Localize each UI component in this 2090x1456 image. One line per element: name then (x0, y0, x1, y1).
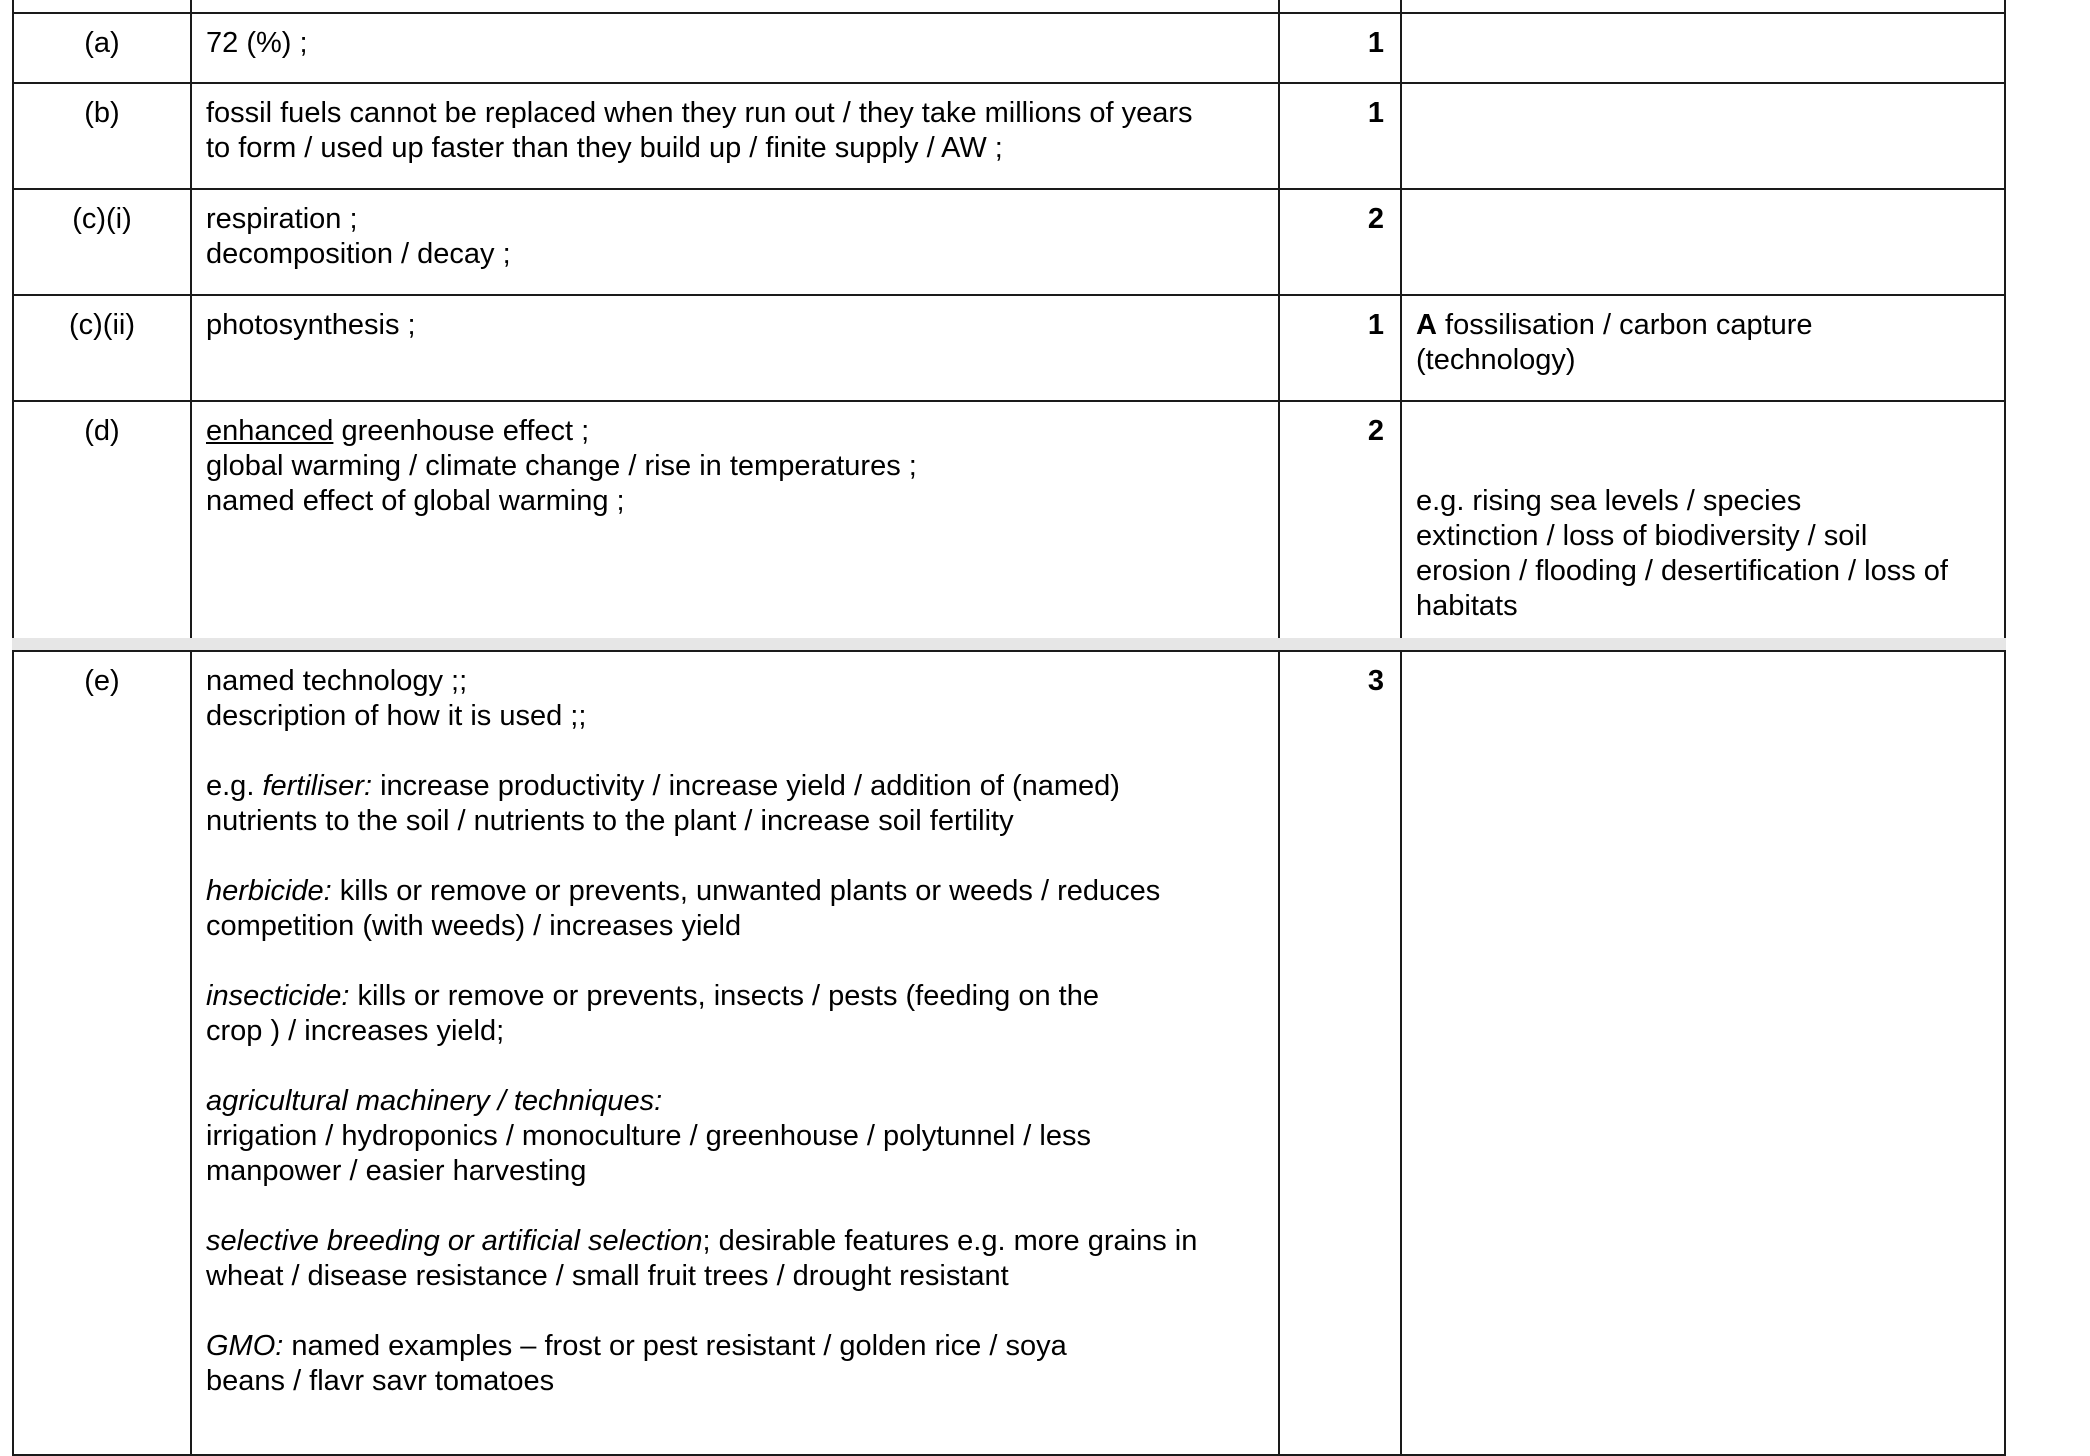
example-line (206, 1224, 1264, 1259)
answer-line: photosynthesis ; (206, 309, 416, 341)
guidance-line: (technology) (1416, 344, 1576, 376)
spacer (206, 944, 1264, 979)
table-top-edge-row (13, 0, 2005, 13)
spacer (206, 839, 1264, 874)
guidance-cell (1401, 401, 2005, 643)
example-line: beans / flavr savr tomatoes (206, 1365, 555, 1397)
page-break-gap (12, 638, 2006, 650)
table-row-c-ii (13, 295, 2005, 401)
guidance-line: habitats (1416, 590, 1518, 622)
example-line (206, 769, 1264, 804)
marks-cell: 1 (1279, 83, 1401, 189)
example-line: competition (with weeds) / increases yield (206, 910, 742, 942)
example-term: fertiliser: (262, 770, 373, 802)
guidance-cell (1401, 651, 2005, 1455)
answer-cell (191, 189, 1279, 295)
example-text: increase productivity / increase yield / addition of (named) (372, 770, 1120, 802)
answer-line: decomposition / decay ; (206, 238, 511, 270)
question-number: (a) (13, 13, 191, 83)
edge-cell (1279, 0, 1401, 13)
answer-line: global warming / climate change / rise in temperatures ; (206, 450, 917, 482)
edge-cell (191, 0, 1279, 13)
guidance-line: extinction / loss of biodiversity / soil (1416, 520, 1868, 552)
example-term: insecticide: (206, 980, 350, 1012)
answer-line: 72 (%) ; (206, 27, 308, 59)
guidance-cell (1401, 13, 2005, 83)
answer-cell (191, 651, 1279, 1455)
spacer (1416, 414, 1990, 449)
edge-cell (1401, 0, 2005, 13)
answer-line: to form / used up faster than they build up / finite supply / AW ; (206, 132, 1003, 164)
edge-cell (13, 0, 191, 13)
table-row-d (13, 401, 2005, 643)
answer-line (206, 414, 1264, 449)
example-text: named examples – frost or pest resistant / golden rice / soya (283, 1330, 1067, 1362)
example-text: kills or remove or prevents, insects / pests (feeding on the (349, 980, 1099, 1012)
example-line: crop ) / increases yield; (206, 1015, 505, 1047)
marks-cell: 1 (1279, 295, 1401, 401)
guidance-line: e.g. rising sea levels / species (1416, 485, 1802, 517)
answer-line: fossil fuels cannot be replaced when they run out / they take millions of years (206, 97, 1193, 129)
guidance-line: erosion / flooding / desertification / loss of (1416, 555, 1948, 587)
mark-scheme-table-part-1 (12, 0, 2006, 644)
answer-line: named effect of global warming ; (206, 485, 625, 517)
example-line: irrigation / hydroponics / monoculture / greenhouse / polytunnel / less (206, 1120, 1091, 1152)
marks-cell: 2 (1279, 189, 1401, 295)
example-term: herbicide: (206, 875, 332, 907)
answer-cell (191, 401, 1279, 643)
answer-cell (191, 13, 1279, 83)
marks-cell: 3 (1279, 651, 1401, 1455)
answer-line: named technology ;; (206, 665, 468, 697)
example-term: agricultural machinery / techniques: (206, 1085, 663, 1117)
guidance-text: fossilisation / carbon capture (1445, 309, 1813, 341)
marks-cell: 2 (1279, 401, 1401, 643)
spacer (1416, 449, 1990, 484)
example-term: GMO: (206, 1330, 284, 1362)
example-term: selective breeding or artificial selection (206, 1225, 703, 1257)
answer-cell (191, 295, 1279, 401)
example-line (206, 979, 1264, 1014)
accept-marker: A (1416, 309, 1437, 341)
mark-scheme-table-part-2 (12, 650, 2006, 1456)
example-line: wheat / disease resistance / small fruit trees / drought resistant (206, 1260, 1009, 1292)
example-text: kills or remove or prevents, unwanted plants or weeds / reduces (331, 875, 1161, 907)
example-line: nutrients to the soil / nutrients to the plant / increase soil fertility (206, 805, 1014, 837)
marks-cell: 1 (1279, 13, 1401, 83)
guidance-cell (1401, 295, 2005, 401)
question-number: (c)(ii) (13, 295, 191, 401)
example-line: manpower / easier harvesting (206, 1155, 587, 1187)
spacer (206, 734, 1264, 769)
guidance-cell (1401, 189, 2005, 295)
spacer (206, 1294, 1264, 1329)
spacer (206, 1189, 1264, 1224)
table-row-b (13, 83, 2005, 189)
guidance-cell (1401, 83, 2005, 189)
table-row-a (13, 13, 2005, 83)
question-number: (b) (13, 83, 191, 189)
guidance-line (1416, 308, 1990, 343)
example-line (206, 1084, 1264, 1119)
example-prefix: e.g. (206, 770, 263, 802)
underlined-keyword: enhanced (206, 415, 334, 447)
example-line (206, 1329, 1264, 1364)
example-line (206, 874, 1264, 909)
question-number: (c)(i) (13, 189, 191, 295)
answer-line: respiration ; (206, 203, 358, 235)
question-number: (d) (13, 401, 191, 643)
example-text: ; desirable features e.g. more grains in (702, 1225, 1198, 1257)
answer-line: description of how it is used ;; (206, 700, 587, 732)
answer-cell (191, 83, 1279, 189)
table-row-e (13, 651, 2005, 1455)
table-row-c-i (13, 189, 2005, 295)
question-number: (e) (13, 651, 191, 1455)
answer-text: greenhouse effect ; (333, 415, 590, 447)
spacer (206, 1049, 1264, 1084)
